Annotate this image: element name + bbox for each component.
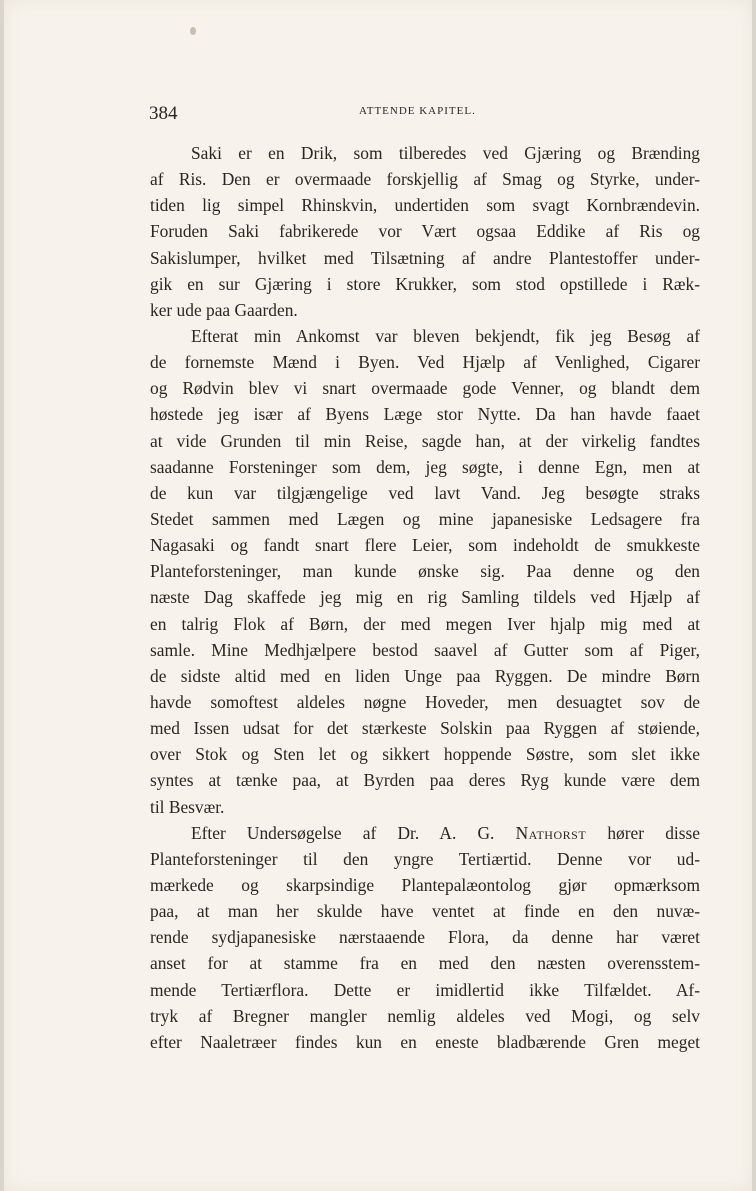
text-line: Saki er en Drik, som tilberedes ved Gjæring og Brænding bbox=[191, 143, 700, 163]
text-line: med Issen udsat for det stærkeste Solskin paa Ryggen af støiende, bbox=[150, 718, 700, 739]
text-line: paa, at man her skulde have ventet at finde en den nuvæ- bbox=[150, 901, 700, 922]
text-line-start: Efter Undersøgelse af Dr. A. G. bbox=[191, 822, 495, 843]
text-line: Nagasaki og fandt snart flere Leier, som indeholdt de smukkeste bbox=[150, 535, 700, 556]
text-line: de fornemste Mænd i Byen. Ved Hjælp af Venlighed, Cigarer bbox=[150, 352, 700, 373]
text-line: tiden lig simpel Rhinskvin, undertiden som svagt Kornbrændevin. bbox=[150, 195, 700, 216]
text-line: Planteforsteninger til den yngre Tertiærtid. Denne vor ud- bbox=[150, 848, 700, 869]
text-line: gik en sur Gjæring i store Krukker, som stod opstillede i Ræk- bbox=[150, 273, 700, 294]
text-line: over Stok og Sten let og sikkert hoppende Søstre, som slet ikke bbox=[150, 744, 700, 765]
text-line: samle. Mine Medhjælpere bestod saavel af Gutter som af Piger, bbox=[150, 639, 700, 660]
text-line: rende sydjapanesiske nærstaaende Flora, da denne har været bbox=[150, 927, 700, 948]
book-page bbox=[4, 0, 752, 1191]
running-head: ATTENDE KAPITEL. bbox=[359, 105, 476, 117]
text-line-end: hører disse bbox=[607, 822, 700, 843]
text-line: Foruden Saki fabrikerede vor Vært ogsaa Eddike af Ris og bbox=[150, 221, 700, 242]
text-line: Sakislumper, hvilket med Tilsætning af andre Plantestoffer under- bbox=[150, 247, 700, 268]
text-line: tryk af Bregner mangler nemlig aldeles ved Mogi, og selv bbox=[150, 1005, 700, 1026]
text-line: syntes at tænke paa, at Byrden paa deres Ryg kunde være dem bbox=[150, 770, 700, 791]
text-line: de kun var tilgjængelige ved lavt Vand. Jeg besøgte straks bbox=[150, 482, 700, 503]
text-line: høstede jeg især af Byens Læge stor Nytte. Da han havde faaet bbox=[150, 404, 700, 425]
text-line: Stedet sammen med Lægen og mine japanesiske Ledsagere fra bbox=[150, 508, 700, 529]
text-line: at vide Grunden til min Reise, sagde han, at der virkelig fandtes bbox=[150, 430, 700, 451]
page-number: 384 bbox=[149, 103, 178, 124]
author-name: Nathorst bbox=[515, 822, 587, 843]
text-line: næste Dag skaffede jeg mig en rig Samling tildels ved Hjælp af bbox=[150, 587, 700, 608]
text-line: havde somoftest aldeles nøgne Hoveder, men desuagtet sov de bbox=[150, 691, 700, 712]
text-line: anset for at stamme fra en med den næsten overensstem- bbox=[150, 953, 700, 974]
text-line: Planteforsteninger, man kunde ønske sig. Paa denne og den bbox=[150, 561, 700, 582]
text-line: mende Tertiærflora. Dette er imidlertid ikke Tilfældet. Af- bbox=[150, 979, 700, 1000]
text-line: efter Naaletræer findes kun en eneste bladbærende Gren meget bbox=[150, 1031, 700, 1052]
text-line: saadanne Forsteninger som dem, jeg søgte, i denne Egn, men at bbox=[150, 456, 700, 477]
text-line: til Besvær. bbox=[150, 796, 225, 817]
paper-stain bbox=[190, 27, 196, 35]
text-line: de sidste altid med en liden Unge paa Ryggen. De mindre Børn bbox=[150, 665, 700, 686]
text-line: og Rødvin blev vi snart overmaade gode Venner, og blandt dem bbox=[150, 378, 700, 399]
text-line: en talrig Flok af Børn, der med megen Iver hjalp mig med at bbox=[150, 613, 700, 634]
text-line: mærkede og skarpsindige Plantepalæontolog gjør opmærksom bbox=[150, 874, 700, 895]
text-line: Efterat min Ankomst var bleven bekjendt, fik jeg Besøg af bbox=[191, 325, 700, 346]
text-line: af Ris. Den er overmaade forskjellig af Smag og Styrke, under- bbox=[150, 169, 700, 190]
body-text bbox=[150, 140, 700, 1055]
page-header bbox=[149, 103, 699, 125]
text-line bbox=[150, 820, 700, 846]
text-line: ker ude paa Gaarden. bbox=[150, 299, 298, 320]
